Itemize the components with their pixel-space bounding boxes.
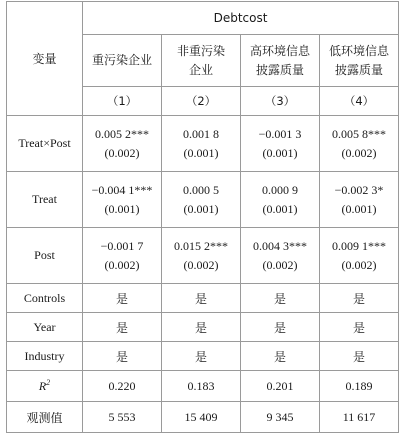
table-row bbox=[7, 116, 399, 172]
group-header-1 bbox=[83, 35, 162, 87]
coef-value: 0.009 1*** bbox=[332, 238, 387, 253]
row-label-controls: Controls bbox=[7, 284, 83, 313]
coef-value: 0.001 8 bbox=[183, 126, 219, 141]
observations-cell: 9 345 bbox=[241, 402, 320, 433]
control-cell: 是 bbox=[241, 342, 320, 371]
row-label-observations: 观测值 bbox=[7, 402, 83, 433]
row-label-industry: Industry bbox=[7, 342, 83, 371]
row-label-post: Post bbox=[7, 228, 83, 284]
group-header-1-line1: 重污染企业 bbox=[91, 53, 152, 67]
coef-cell bbox=[83, 228, 162, 284]
coef-cell bbox=[162, 116, 241, 172]
std-error: (0.001) bbox=[262, 145, 298, 160]
control-cell: 是 bbox=[241, 313, 320, 342]
table-row bbox=[7, 172, 399, 228]
coef-cell bbox=[241, 172, 320, 228]
column-number-1: （1） bbox=[83, 87, 162, 116]
control-cell: 是 bbox=[83, 342, 162, 371]
row-label-treat: Treat bbox=[7, 172, 83, 228]
coef-cell bbox=[83, 172, 162, 228]
std-error: (0.001) bbox=[104, 201, 140, 216]
column-number-4: （4） bbox=[320, 87, 399, 116]
coef-cell bbox=[241, 116, 320, 172]
coef-value: −0.001 7 bbox=[100, 238, 144, 253]
std-error: (0.001) bbox=[262, 201, 298, 216]
coef-value: 0.005 2*** bbox=[95, 126, 149, 141]
control-cell: 是 bbox=[83, 313, 162, 342]
regression-table bbox=[6, 1, 399, 433]
r-squared-symbol: R bbox=[38, 379, 47, 393]
std-error: (0.002) bbox=[341, 257, 377, 272]
group-header-4-line1: 低环境信息 bbox=[329, 43, 390, 58]
std-error: (0.001) bbox=[183, 201, 219, 216]
std-error: (0.002) bbox=[104, 145, 140, 160]
std-error: (0.002) bbox=[262, 257, 298, 272]
coef-value: 0.000 5 bbox=[183, 182, 219, 197]
control-cell: 是 bbox=[162, 342, 241, 371]
std-error: (0.001) bbox=[341, 201, 377, 216]
row-label-treat-x-post: Treat×Post bbox=[7, 116, 83, 172]
observations-cell: 5 553 bbox=[83, 402, 162, 433]
variable-header: 变量 bbox=[7, 2, 83, 116]
table-row bbox=[7, 313, 399, 342]
table-row bbox=[7, 342, 399, 371]
group-header-2 bbox=[162, 35, 241, 87]
control-cell: 是 bbox=[83, 284, 162, 313]
coef-value: 0.004 3*** bbox=[253, 238, 307, 253]
r-squared-cell: 0.189 bbox=[320, 371, 399, 402]
std-error: (0.002) bbox=[183, 257, 219, 272]
table-row bbox=[7, 284, 399, 313]
group-header-4 bbox=[320, 35, 399, 87]
control-cell: 是 bbox=[320, 284, 399, 313]
r-squared-cell: 0.220 bbox=[83, 371, 162, 402]
row-label-year: Year bbox=[7, 313, 83, 342]
group-header-4-line2: 披露质量 bbox=[335, 62, 384, 77]
coef-cell bbox=[320, 172, 399, 228]
std-error: (0.002) bbox=[104, 257, 140, 272]
r-squared-exponent: 2 bbox=[46, 378, 51, 387]
table-row bbox=[7, 402, 399, 433]
r-squared-cell: 0.183 bbox=[162, 371, 241, 402]
coef-value: −0.004 1*** bbox=[91, 182, 153, 197]
coef-cell bbox=[83, 116, 162, 172]
coef-value: −0.002 3* bbox=[334, 182, 384, 197]
dependent-variable-header: Debtcost bbox=[83, 2, 399, 35]
std-error: (0.001) bbox=[183, 145, 219, 160]
coef-value: −0.001 3 bbox=[258, 126, 302, 141]
group-header-3 bbox=[241, 35, 320, 87]
r-squared-cell: 0.201 bbox=[241, 371, 320, 402]
control-cell: 是 bbox=[241, 284, 320, 313]
table-row bbox=[7, 371, 399, 402]
column-number-2: （2） bbox=[162, 87, 241, 116]
control-cell: 是 bbox=[320, 342, 399, 371]
coef-cell bbox=[162, 228, 241, 284]
std-error: (0.002) bbox=[341, 145, 377, 160]
coef-cell bbox=[241, 228, 320, 284]
group-header-3-line2: 披露质量 bbox=[255, 62, 304, 77]
coef-value: 0.000 9 bbox=[262, 182, 298, 197]
observations-cell: 11 617 bbox=[320, 402, 399, 433]
observations-cell: 15 409 bbox=[162, 402, 241, 433]
group-header-2-line2: 企业 bbox=[188, 62, 213, 77]
coef-value: 0.015 2*** bbox=[174, 238, 228, 253]
coef-cell bbox=[162, 172, 241, 228]
coef-cell bbox=[320, 116, 399, 172]
control-cell: 是 bbox=[162, 313, 241, 342]
control-cell: 是 bbox=[320, 313, 399, 342]
row-label-r-squared bbox=[7, 371, 83, 402]
coef-cell bbox=[320, 228, 399, 284]
control-cell: 是 bbox=[162, 284, 241, 313]
coef-value: 0.005 8*** bbox=[332, 126, 387, 141]
group-header-2-line1: 非重污染 bbox=[176, 43, 225, 58]
table-row bbox=[7, 228, 399, 284]
column-number-3: （3） bbox=[241, 87, 320, 116]
group-header-3-line1: 高环境信息 bbox=[249, 43, 310, 58]
